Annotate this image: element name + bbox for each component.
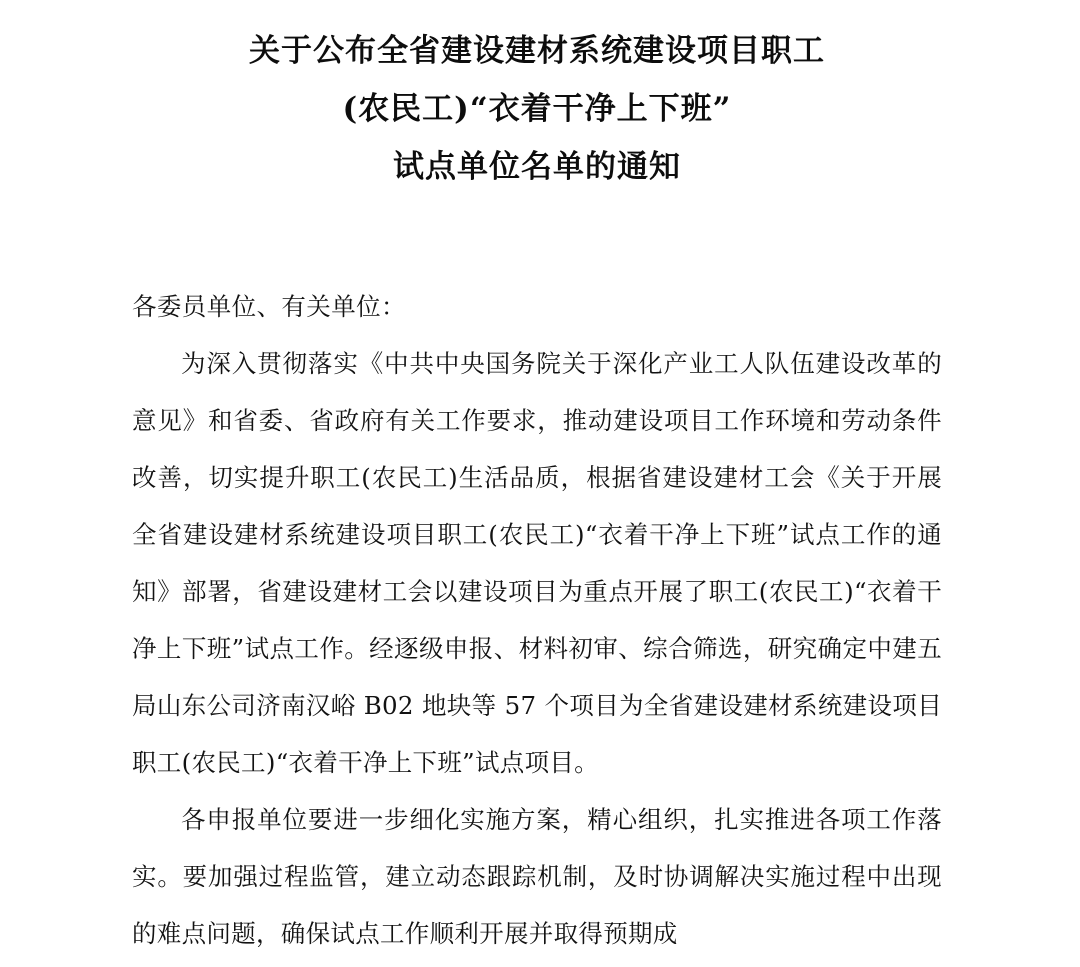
paragraph-2: 各申报单位要进一步细化实施方案，精心组织，扎实推进各项工作落实。要加强过程监管，建立动态跟踪机制，及时协调解决实施过程中出现的难点问题，确保试点工作顺利开展并取得预期成 <box>132 805 942 948</box>
title-line-2: (农民工)“衣着干净上下班” <box>342 91 732 127</box>
document-title <box>132 0 942 196</box>
title-line-3: 试点单位名单的通知 <box>393 149 681 185</box>
salutation: 各委员单位、有关单位： <box>132 292 406 321</box>
title-line-1: 关于公布全省建设建材系统建设项目职工 <box>249 33 825 69</box>
document-body <box>132 0 942 962</box>
paragraph-1: 为深入贯彻落实《中共中央国务院关于深化产业工人队伍建设改革的意见》和省委、省政府有关工作要求，推动建设项目工作环境和劳动条件改善，切实提升职工(农民工)生活品质，根据省建设建材工会《关于开展全省建设建材系统建设项目职工(农民工)“衣着干净上下班”试点工作的通知》部署，省建设建材工会以建设项目为重点开展了职工(农民工)“衣着干净上下班”试点工作。经逐级申报、材料初审、综合筛选，研究确定中建五局山东公司济南汉峪 B02 地块等 57 个项目为全省建设建材系统建设项目职工(农民工)“衣着干净上下班”试点项目。 <box>132 349 942 777</box>
